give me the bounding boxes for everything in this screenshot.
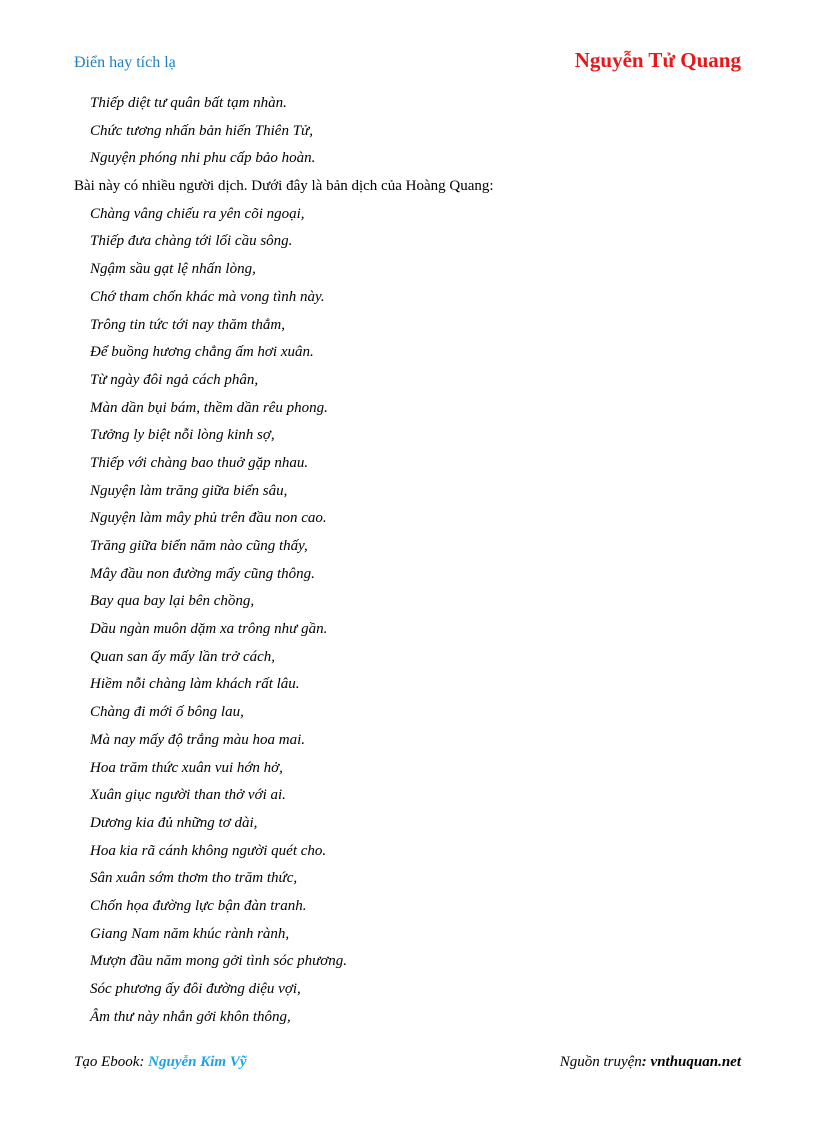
- poem-line: Thiếp đưa chàng tới lối cầu sông.: [90, 233, 293, 250]
- poem-line: Để buồng hương chẳng ấm hơi xuân.: [90, 344, 314, 361]
- poem-line: Hoa kia rã cánh không người quét cho.: [90, 842, 327, 859]
- poem-line: Mượn đầu năm mong gởi tình sóc phương.: [90, 953, 348, 970]
- poem-line: Dương kia đủ những tơ dài,: [90, 814, 258, 831]
- poem-line: Màn dần bụi bám, thềm dần rêu phong.: [90, 399, 328, 416]
- poem-line: Thiếp với chàng bao thuở gặp nhau.: [90, 454, 309, 471]
- page-body: [74, 90, 744, 1031]
- poem-line: Chàng vâng chiếu ra yên cõi ngoại,: [90, 205, 305, 222]
- source-credit-separator: :: [641, 1054, 651, 1070]
- ebook-credit-label: Tạo Ebook: [74, 1054, 140, 1070]
- poem-line: Mây đầu non đường mấy cũng thông.: [90, 565, 315, 582]
- poem-line: Quan san ấy mấy lần trở cách,: [90, 648, 276, 665]
- poem-line: Giang Nam năm khúc rành rành,: [90, 925, 290, 942]
- poem-line: Tưởng ly biệt nỗi lòng kinh sợ,: [90, 427, 275, 444]
- poem-line: Hiềm nỗi chàng làm khách rất lâu.: [90, 676, 300, 693]
- book-title: Điển hay tích lạ: [74, 54, 176, 71]
- poem-line: Nguyện phóng nhi phu cấp bảo hoàn.: [90, 150, 316, 167]
- poem-line: Nguyện làm trăng giữa biển sâu,: [90, 482, 288, 499]
- poem-line: Trông tin tức tới nay thăm thẳm,: [90, 316, 285, 333]
- poem-line: Sóc phương ấy đôi đường diệu vợi,: [90, 981, 301, 997]
- poem-line: Hoa trăm thức xuân vui hớn hở,: [90, 759, 283, 776]
- poem-line: Âm thư này nhắn gởi khôn thông,: [90, 1008, 291, 1025]
- poem-line: Chức tương nhấn bản hiến Thiên Tử,: [90, 122, 313, 139]
- poem-line: Chốn họa đường lực bận đàn tranh.: [90, 897, 307, 914]
- author-name: Nguyễn Tử Quang: [574, 48, 741, 72]
- page-footer: [74, 1054, 741, 1076]
- source-credit-label: Nguồn truyện: [559, 1054, 642, 1070]
- poem-line: Từ ngày đôi ngả cách phân,: [90, 371, 259, 388]
- poem-line: Nguyện làm mây phủ trên đầu non cao.: [90, 510, 327, 527]
- prose-line: Bài này có nhiều người dịch. Dưới đây là bản dịch của Hoàng Quang:: [74, 178, 494, 195]
- poem-line: Ngậm sầu gạt lệ nhấn lòng,: [90, 261, 256, 278]
- page-header: [74, 48, 741, 76]
- poem-line: Dầu ngàn muôn dặm xa trông như gần.: [90, 621, 328, 638]
- poem-line: Chớ tham chốn khác mà vong tình này.: [90, 288, 325, 305]
- poem-line: Trăng giữa biển năm nào cũng thấy,: [90, 538, 308, 554]
- poem-line: Chàng đi mới ố bông lau,: [90, 704, 244, 721]
- ebook-credit: [74, 1054, 247, 1071]
- poem-line: Bay qua bay lại bên chồng,: [90, 593, 255, 610]
- poem-line: Thiếp diệt tư quân bất tạm nhàn.: [90, 95, 287, 111]
- poem-line: Sân xuân sớm thơm tho trăm thức,: [90, 870, 298, 887]
- poem-line: Xuân giục người than thở với ai.: [90, 787, 286, 804]
- source-site: vnthuquan.net: [650, 1054, 741, 1070]
- source-credit: [560, 1054, 741, 1071]
- poem-line: Mà nay mấy độ trắng màu hoa mai.: [90, 731, 305, 748]
- ebook-credit-separator: :: [139, 1054, 149, 1070]
- ebook-creator-name: Nguyễn Kim Vỹ: [148, 1054, 247, 1070]
